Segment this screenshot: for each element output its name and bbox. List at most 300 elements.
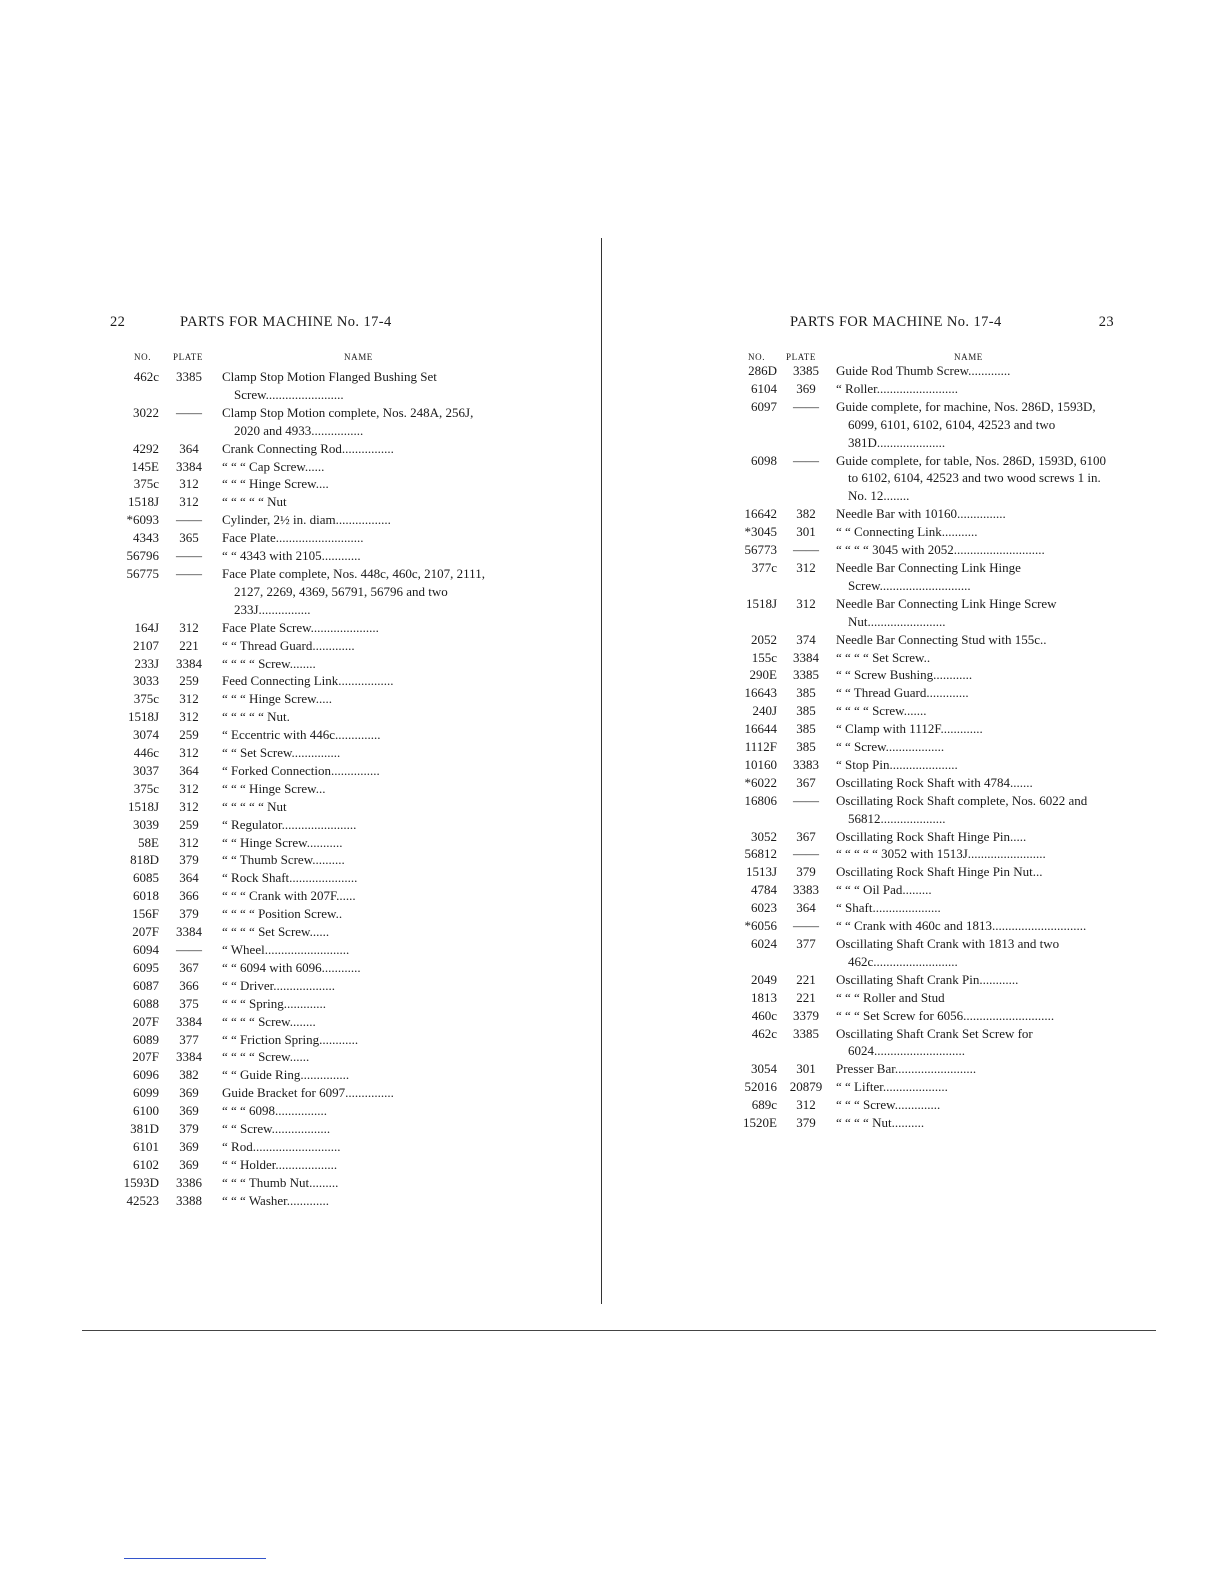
part-name: “ “ 4343 with 2105............ [222, 548, 361, 564]
table-row [110, 816, 502, 834]
plate-number: 385 [796, 703, 816, 719]
plate-number: —— [176, 565, 202, 581]
plate-number: 312 [179, 834, 199, 850]
plate-number: 385 [796, 685, 816, 701]
part-number: 6104 [751, 380, 777, 396]
part-number: 6095 [133, 959, 159, 975]
plate-number: 312 [179, 494, 199, 510]
plate-number: —— [793, 792, 819, 808]
plate-number: 312 [796, 1097, 816, 1113]
part-name: Clamp Stop Motion complete, Nos. 248A, 256J, 2020 and 4933................ [222, 404, 474, 438]
part-number: *3045 [744, 524, 777, 540]
part-name: Needle Bar Connecting Stud with 155c.. [836, 631, 1047, 647]
part-name: “ “ “ “ Screw........ [222, 1013, 316, 1029]
part-name: “ “ Screw.................. [836, 739, 945, 755]
table-row [728, 631, 1114, 649]
part-number: 233J [134, 655, 159, 671]
part-name: “ “ 6094 with 6096............ [222, 959, 361, 975]
part-name: “ “ “ Oil Pad......... [836, 882, 932, 898]
part-name: “ “ Hinge Screw........... [222, 834, 343, 850]
table-row [110, 851, 502, 869]
plate-number: 379 [179, 906, 199, 922]
parts-list [110, 368, 502, 1210]
plate-number: 3386 [176, 1174, 202, 1190]
table-row [110, 995, 502, 1013]
part-number: 2107 [133, 637, 159, 653]
part-number: 689c [751, 1097, 777, 1113]
plate-number: —— [793, 846, 819, 862]
plate-number: 364 [179, 762, 199, 778]
plate-number: 379 [179, 852, 199, 868]
plate-number: 221 [179, 637, 199, 653]
plate-number: 369 [796, 380, 816, 396]
part-name: “ Shaft..................... [836, 900, 941, 916]
part-number: 290E [749, 667, 777, 683]
table-row [728, 1060, 1114, 1078]
plate-number: 3385 [793, 363, 819, 378]
plate-number: 3384 [176, 655, 202, 671]
table-row [110, 690, 502, 708]
part-name: “ “ “ “ Screw........ [222, 655, 316, 671]
plate-number: 312 [796, 559, 816, 575]
part-number: 156F [132, 906, 159, 922]
table-row [110, 619, 502, 637]
part-name: Guide Bracket for 6097............... [222, 1085, 394, 1101]
plate-number: 3383 [793, 882, 819, 898]
part-number: 42523 [126, 1192, 159, 1208]
table-row [728, 1114, 1114, 1132]
plate-number: —— [793, 542, 819, 558]
part-name: “ “ “ Roller and Stud [836, 989, 945, 1005]
parts-list [728, 362, 1114, 1132]
plate-number: 3385 [176, 369, 202, 384]
part-number: 155c [751, 649, 777, 665]
part-name: “ “ Crank with 460c and 1813............................. [836, 918, 1087, 934]
table-row [110, 637, 502, 655]
part-number: 6089 [133, 1031, 159, 1047]
part-number: 58E [138, 834, 159, 850]
part-number: 3054 [751, 1061, 777, 1077]
left-page [110, 0, 502, 1300]
table-row [110, 1102, 502, 1120]
part-name: Feed Connecting Link................. [222, 673, 394, 689]
table-row [728, 881, 1114, 899]
table-row [728, 989, 1114, 1007]
part-number: 6087 [133, 977, 159, 993]
plate-number: 3385 [793, 667, 819, 683]
table-row [110, 440, 502, 458]
part-number: *6093 [126, 512, 159, 528]
part-number: 164J [134, 619, 159, 635]
part-number: 1518J [127, 494, 159, 510]
part-number: 375c [133, 691, 159, 707]
part-name: “ “ “ “ Set Screw...... [222, 924, 330, 940]
table-row [110, 1192, 502, 1210]
part-name: Needle Bar with 10160............... [836, 506, 1006, 522]
part-number: 1518J [127, 798, 159, 814]
part-number: 4784 [751, 882, 777, 898]
part-name: “ “ “ Hinge Screw... [222, 780, 326, 796]
part-number: 6097 [751, 398, 777, 414]
part-number: *6056 [744, 918, 777, 934]
table-row [728, 1025, 1114, 1061]
plate-number: 312 [179, 745, 199, 761]
column-header-no: NO. [748, 352, 766, 362]
plate-number: 385 [796, 739, 816, 755]
table-row [110, 834, 502, 852]
part-number: 375c [133, 476, 159, 492]
table-row [728, 720, 1114, 738]
table-row [110, 529, 502, 547]
plate-number: 369 [179, 1085, 199, 1101]
part-name: “ “ Thumb Screw.......... [222, 852, 345, 868]
plate-number: 379 [796, 1115, 816, 1131]
footnote-rule [124, 1558, 266, 1559]
plate-number: 379 [179, 1121, 199, 1137]
part-name: Cylinder, 2½ in. diam................. [222, 512, 391, 528]
table-row [728, 541, 1114, 559]
plate-number: 301 [796, 524, 816, 540]
table-row [110, 511, 502, 529]
part-name: “ Stop Pin..................... [836, 756, 958, 772]
table-row [728, 1007, 1114, 1025]
table-row [110, 404, 502, 440]
table-row [110, 655, 502, 673]
table-row [728, 792, 1114, 828]
column-header-plate: PLATE [786, 352, 816, 362]
part-number: 3074 [133, 727, 159, 743]
plate-number: 221 [796, 989, 816, 1005]
plate-number: 367 [796, 828, 816, 844]
part-number: 207F [132, 1049, 159, 1065]
plate-number: 382 [179, 1067, 199, 1083]
plate-number: 369 [179, 1156, 199, 1172]
part-name: “ “ Guide Ring............... [222, 1067, 350, 1083]
part-number: 56775 [126, 565, 159, 581]
plate-number: 369 [179, 1138, 199, 1154]
part-number: 446c [133, 745, 159, 761]
table-row [728, 971, 1114, 989]
plate-number: 385 [796, 721, 816, 737]
part-name: Face Plate Screw..................... [222, 619, 379, 635]
table-row [110, 475, 502, 493]
table-row [728, 452, 1114, 506]
part-name: “ “ “ Washer............. [222, 1192, 330, 1208]
part-number: 1813 [751, 989, 777, 1005]
part-number: 1518J [745, 595, 777, 611]
table-row [728, 523, 1114, 541]
table-row [110, 762, 502, 780]
table-row [728, 863, 1114, 881]
part-number: 56773 [744, 542, 777, 558]
plate-number: 364 [179, 870, 199, 886]
part-number: 6085 [133, 870, 159, 886]
plate-number: 20879 [789, 1079, 823, 1095]
table-row [110, 708, 502, 726]
part-name: “ “ “ Thumb Nut......... [222, 1174, 339, 1190]
table-row [728, 684, 1114, 702]
table-row [728, 756, 1114, 774]
table-row [728, 362, 1114, 380]
plate-number: —— [176, 548, 202, 564]
part-number: 240J [752, 703, 777, 719]
plate-number: 366 [179, 977, 199, 993]
plate-number: 3385 [793, 1025, 819, 1041]
part-number: 818D [130, 852, 159, 868]
plate-number: 365 [179, 530, 199, 546]
part-name: “ Rod........................... [222, 1138, 341, 1154]
part-number: 6099 [133, 1085, 159, 1101]
part-number: 1518J [127, 709, 159, 725]
part-name: “ “ “ “ “ Nut [222, 798, 287, 814]
column-header-name: NAME [344, 352, 373, 362]
plate-number: 301 [796, 1061, 816, 1077]
part-number: 16643 [744, 685, 777, 701]
part-number: 1593D [123, 1174, 159, 1190]
part-number: 2052 [751, 631, 777, 647]
part-name: “ “ “ Hinge Screw.... [222, 476, 329, 492]
part-name: “ “ “ Cap Screw...... [222, 458, 325, 474]
plate-number: 377 [796, 936, 816, 951]
table-row [110, 1031, 502, 1049]
table-row [110, 959, 502, 977]
part-name: “ “ “ Spring............. [222, 995, 326, 1011]
table-row [728, 595, 1114, 631]
part-name: “ “ “ “ “ Nut. [222, 709, 290, 725]
part-number: 145E [131, 458, 159, 474]
part-name: “ “ “ “ Set Screw.. [836, 649, 931, 665]
part-number: 52016 [744, 1079, 777, 1095]
table-row [110, 1138, 502, 1156]
part-number: 377c [751, 559, 777, 575]
table-row [110, 1066, 502, 1084]
plate-number: 374 [796, 631, 816, 647]
part-name: Oscillating Shaft Crank Pin............ [836, 971, 1019, 987]
part-name: Crank Connecting Rod................ [222, 440, 394, 456]
part-number: 462c [133, 369, 159, 384]
part-name: “ “ Holder................... [222, 1156, 338, 1172]
plate-number: 367 [796, 774, 816, 790]
plate-number: 312 [796, 595, 816, 611]
table-row [728, 702, 1114, 720]
part-name: “ “ “ Set Screw for 6056............................ [836, 1007, 1055, 1023]
part-number: 56796 [126, 548, 159, 564]
part-number: 4292 [133, 440, 159, 456]
part-number: 1520E [743, 1115, 777, 1131]
part-name: Guide Rod Thumb Screw............. [836, 363, 1011, 378]
part-name: Face Plate complete, Nos. 448c, 460c, 2107, 2111, 2127, 2269, 4369, 56791, 56796 and two 233J................ [222, 565, 485, 617]
part-number: 6096 [133, 1067, 159, 1083]
part-number: 462c [751, 1025, 777, 1041]
part-number: 6102 [133, 1156, 159, 1172]
part-name: “ “ “ 6098................ [222, 1103, 328, 1119]
part-name: “ “ Screw Bushing............ [836, 667, 973, 683]
part-name: “ Rock Shaft..................... [222, 870, 358, 886]
part-name: “ “ Friction Spring............ [222, 1031, 359, 1047]
plate-number: —— [176, 404, 202, 420]
page-number: 22 [110, 314, 126, 330]
table-row [110, 672, 502, 690]
plate-number: —— [793, 398, 819, 414]
part-name: “ Regulator....................... [222, 816, 357, 832]
part-name: “ “ “ “ Position Screw.. [222, 906, 343, 922]
part-number: 56812 [744, 846, 777, 862]
page-number: 23 [1098, 314, 1114, 330]
column-header-no: NO. [134, 352, 152, 362]
table-row [110, 1120, 502, 1138]
plate-number: 382 [796, 506, 816, 522]
part-number: 207F [132, 924, 159, 940]
part-name: “ Wheel.......................... [222, 942, 350, 957]
plate-number: 221 [796, 971, 816, 987]
part-name: “ Forked Connection............... [222, 762, 380, 778]
table-row [728, 505, 1114, 523]
table-row [110, 923, 502, 941]
part-number: 16642 [744, 506, 777, 522]
part-name: Oscillating Rock Shaft Hinge Pin..... [836, 828, 1027, 844]
table-row [728, 1078, 1114, 1096]
part-number: 10160 [744, 756, 777, 772]
part-number: 2049 [751, 971, 777, 987]
plate-number: —— [176, 942, 202, 957]
bottom-rule [82, 1330, 1156, 1331]
table-row [728, 380, 1114, 398]
table-row [110, 977, 502, 995]
part-number: 3033 [133, 673, 159, 689]
part-name: Clamp Stop Motion Flanged Bushing Set Screw........................ [222, 369, 437, 402]
part-name: Needle Bar Connecting Link Hinge Screw Nut........................ [836, 595, 1057, 629]
plate-number: —— [793, 918, 819, 934]
table-row [728, 899, 1114, 917]
plate-number: 366 [179, 888, 199, 904]
part-number: 3037 [133, 762, 159, 778]
part-number: 460c [751, 1007, 777, 1023]
plate-number: 312 [179, 709, 199, 725]
column-header-name: NAME [954, 352, 983, 362]
column-header-plate: PLATE [173, 352, 203, 362]
table-row [728, 935, 1114, 971]
part-name: Guide complete, for table, Nos. 286D, 1593D, 6100 to 6102, 6104, 42523 and two wood screws 1 in. No. 12........ [836, 452, 1107, 504]
part-name: “ “ Thread Guard............. [222, 637, 355, 653]
part-name: “ “ “ “ Screw...... [222, 1049, 310, 1065]
table-row [110, 726, 502, 744]
page-title: PARTS FOR MACHINE No. 17-4 [180, 314, 392, 330]
part-name: “ “ “ “ Nut.......... [836, 1115, 925, 1131]
part-name: “ “ “ Hinge Screw..... [222, 691, 332, 707]
plate-number: 3384 [176, 1049, 202, 1065]
plate-number: 3388 [176, 1192, 202, 1208]
part-name: “ “ “ Crank with 207F...... [222, 888, 356, 904]
part-name: Needle Bar Connecting Link Hinge Screw............................ [836, 559, 1021, 593]
part-number: 3039 [133, 816, 159, 832]
part-name: “ “ Lifter.................... [836, 1079, 948, 1095]
plate-number: 259 [179, 727, 199, 743]
part-name: “ “ Driver................... [222, 977, 336, 993]
table-row [110, 744, 502, 762]
part-number: 3052 [751, 828, 777, 844]
part-name: “ “ Connecting Link........... [836, 524, 978, 540]
part-name: Face Plate........................... [222, 530, 364, 546]
table-row [110, 458, 502, 476]
table-row [110, 1156, 502, 1174]
part-number: 6100 [133, 1103, 159, 1119]
plate-number: 312 [179, 798, 199, 814]
table-row [728, 845, 1114, 863]
part-name: “ “ Screw.................. [222, 1121, 331, 1137]
table-row [110, 547, 502, 565]
plate-number: 364 [179, 440, 199, 456]
table-row [110, 493, 502, 511]
plate-number: 3383 [793, 756, 819, 772]
part-name: “ “ Thread Guard............. [836, 685, 969, 701]
part-name: Oscillating Rock Shaft complete, Nos. 6022 and 56812.................... [836, 792, 1088, 826]
part-number: 1112F [744, 739, 777, 755]
plate-number: 377 [179, 1031, 199, 1047]
part-number: 6088 [133, 995, 159, 1011]
table-row [110, 941, 502, 959]
part-name: “ “ “ Screw.............. [836, 1097, 941, 1113]
plate-number: 369 [179, 1103, 199, 1119]
part-number: 6101 [133, 1138, 159, 1154]
part-number: 6094 [133, 942, 159, 957]
part-number: 1513J [745, 864, 777, 880]
part-name: Oscillating Rock Shaft Hinge Pin Nut... [836, 864, 1043, 880]
table-row [110, 1084, 502, 1102]
table-row [110, 565, 502, 619]
plate-number: 3379 [793, 1007, 819, 1023]
part-number: 381D [130, 1121, 159, 1137]
plate-number: 312 [179, 619, 199, 635]
part-name: “ “ “ “ “ 3052 with 1513J........................ [836, 846, 1046, 862]
part-name: “ “ “ “ 3045 with 2052............................ [836, 542, 1045, 558]
part-number: 6098 [751, 452, 777, 468]
part-number: 375c [133, 780, 159, 796]
plate-number: 379 [796, 864, 816, 880]
table-row [110, 869, 502, 887]
plate-number: 3384 [176, 1013, 202, 1029]
plate-number: 3384 [176, 458, 202, 474]
plate-number: 375 [179, 995, 199, 1011]
table-row [728, 398, 1114, 452]
part-number: 16806 [744, 792, 777, 808]
table-row [728, 666, 1114, 684]
plate-number: 259 [179, 673, 199, 689]
plate-number: 3384 [793, 649, 819, 665]
part-name: Presser Bar......................... [836, 1061, 977, 1077]
part-number: 207F [132, 1013, 159, 1029]
part-name: “ “ “ “ “ Nut [222, 494, 287, 510]
part-name: “ “ Set Screw............... [222, 745, 341, 761]
part-number: 6018 [133, 888, 159, 904]
right-page [728, 0, 1114, 1300]
page-header [110, 314, 502, 334]
table-row [110, 798, 502, 816]
part-name: “ Roller......................... [836, 380, 959, 396]
plate-number: —— [793, 452, 819, 468]
part-number: *6022 [744, 774, 777, 790]
page-title: PARTS FOR MACHINE No. 17-4 [790, 314, 1002, 330]
table-row [728, 738, 1114, 756]
table-row [110, 1013, 502, 1031]
table-row [110, 780, 502, 798]
part-name: Oscillating Shaft Crank Set Screw for 6024............................ [836, 1025, 1033, 1059]
table-row [728, 917, 1114, 935]
table-row [728, 559, 1114, 595]
part-number: 16644 [744, 721, 777, 737]
plate-number: 312 [179, 780, 199, 796]
part-name: Guide complete, for machine, Nos. 286D, 1593D, 6099, 6101, 6102, 6104, 42523 and two 381D..................... [836, 398, 1096, 450]
part-number: 6024 [751, 936, 777, 951]
